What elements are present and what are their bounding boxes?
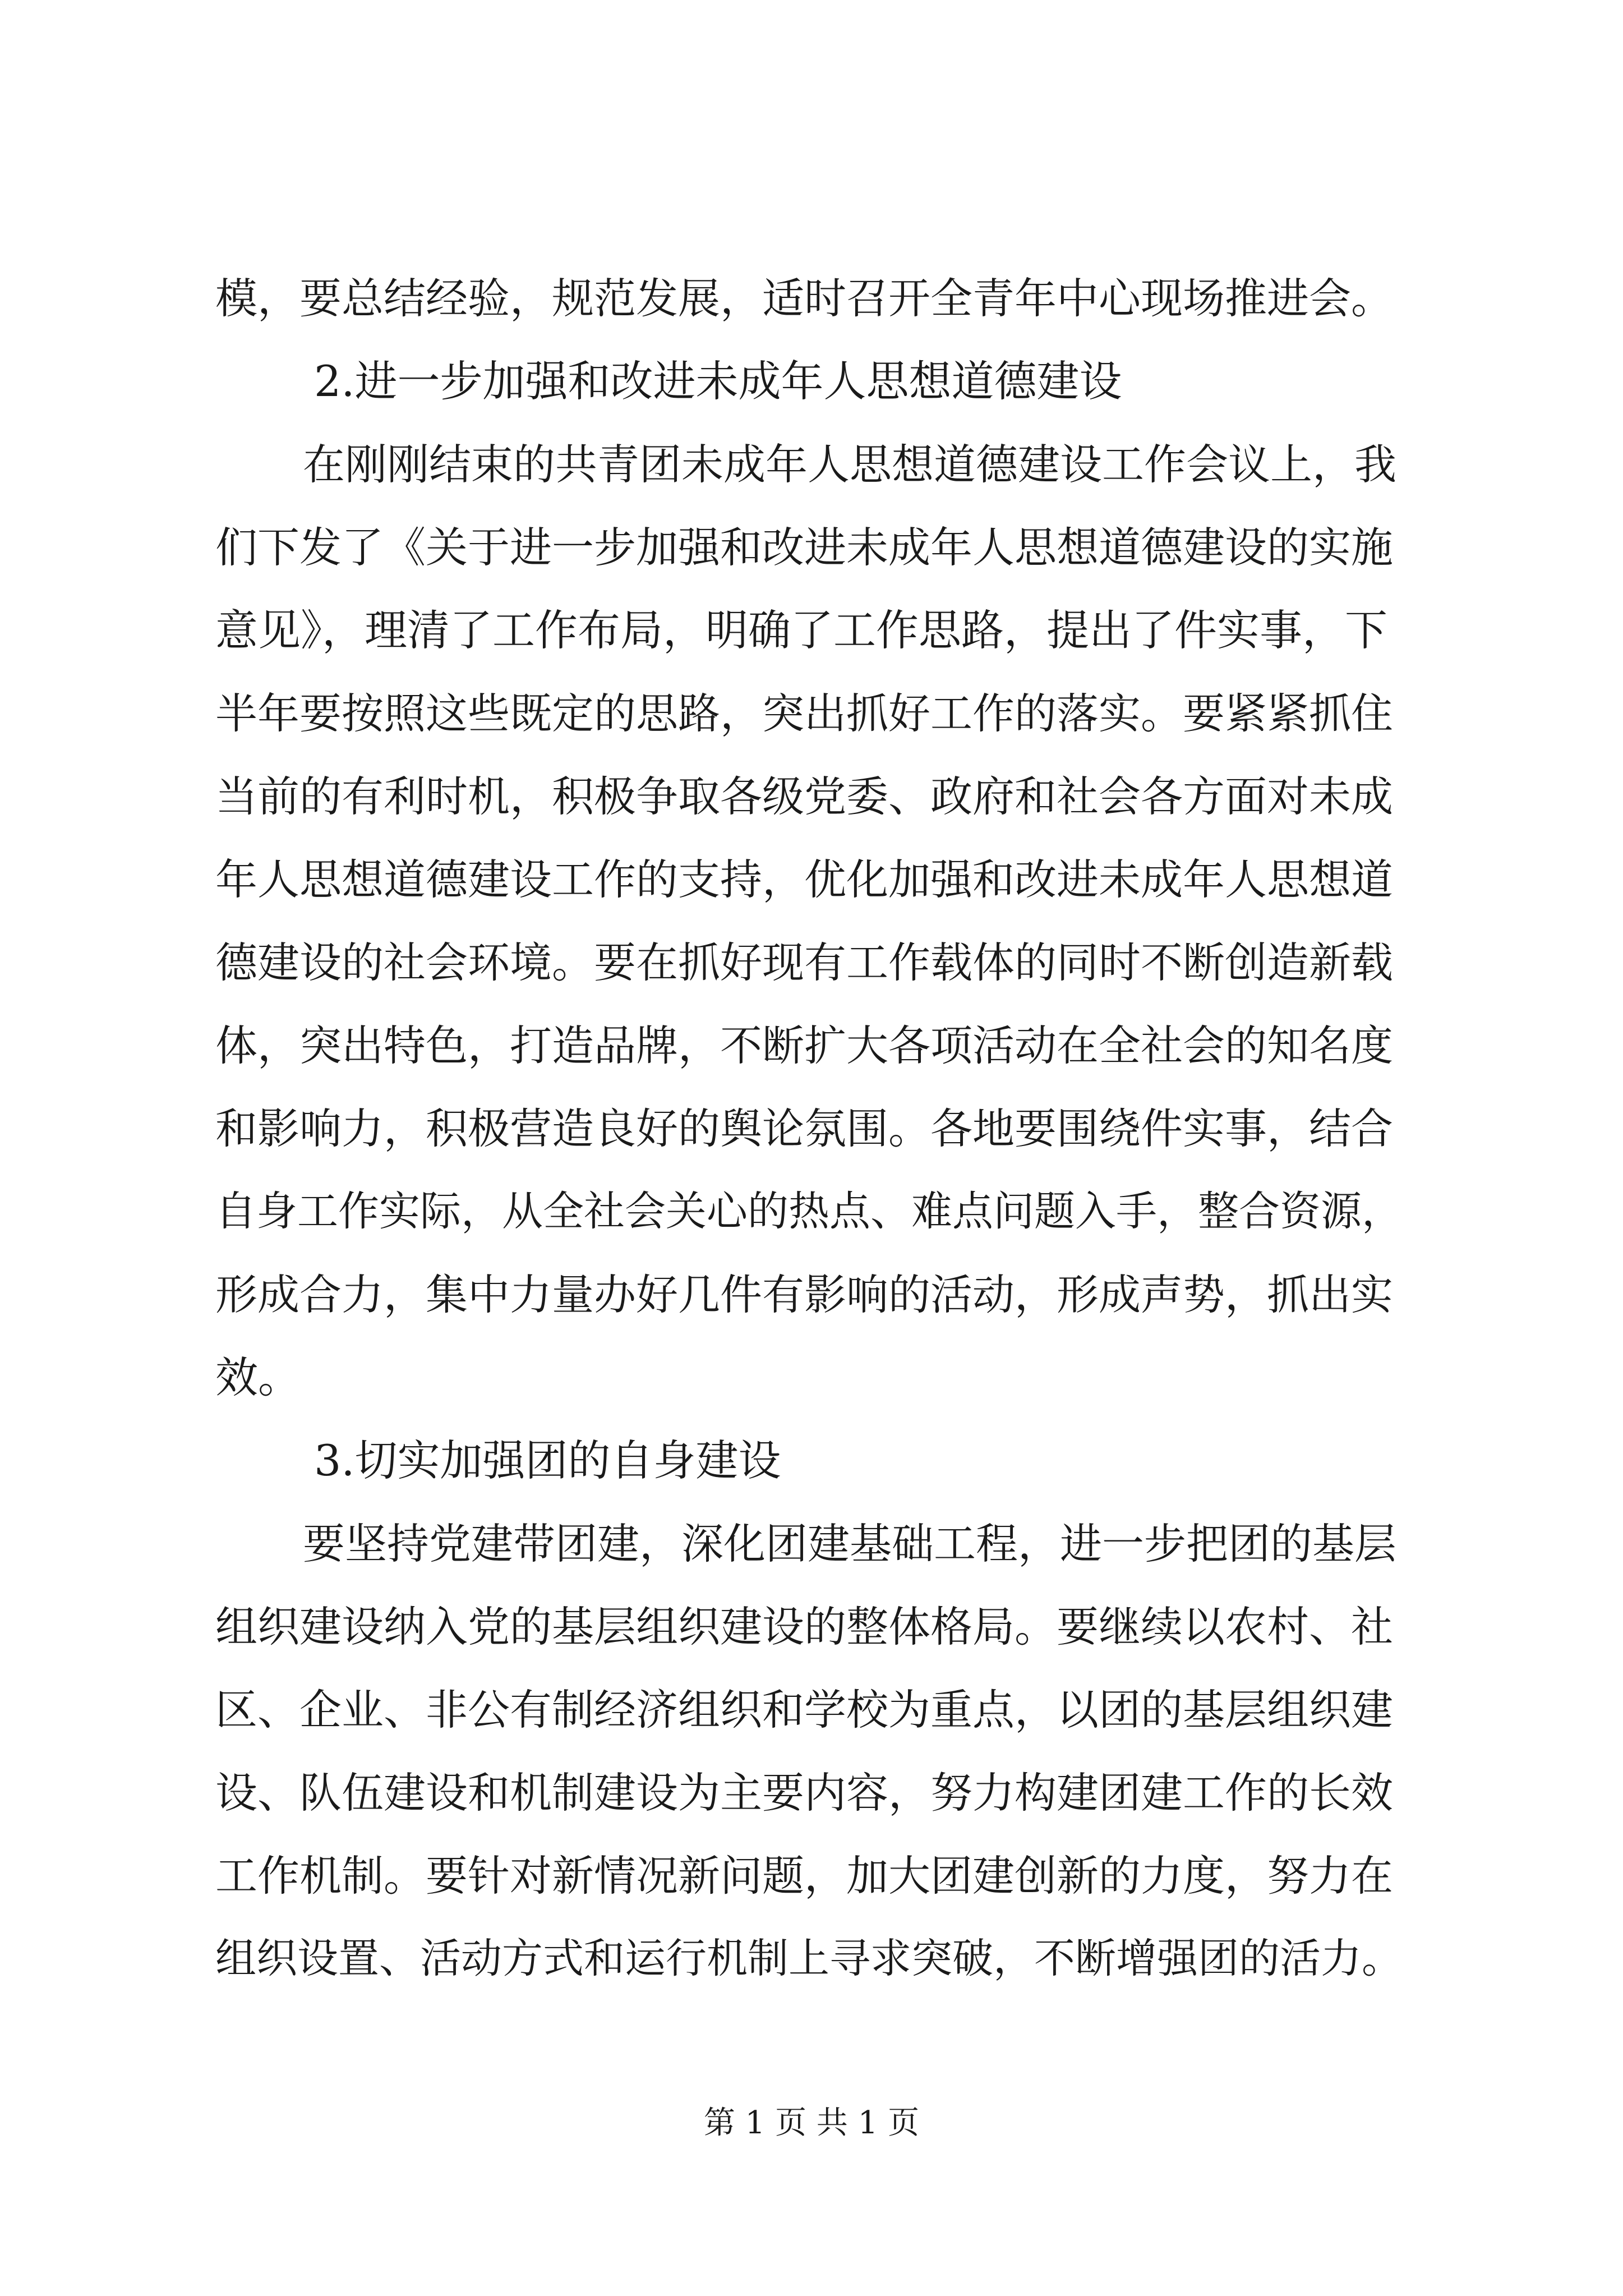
- body-text-line: 体，突出特色，打造品牌，不断扩大各项活动在全社会的知名度: [215, 1021, 1394, 1070]
- section-heading-3: 3.切实加强团的自身建设: [314, 1435, 781, 1485]
- body-text-line: 设、队伍建设和机制建设为主要内容，努力构建团建工作的长效: [215, 1768, 1394, 1818]
- body-text-line: 组织建设纳入党的基层组织建设的整体格局。要继续以农村、社: [215, 1602, 1394, 1651]
- section-heading-2: 2.进一步加强和改进未成年人思想道德建设: [314, 356, 1122, 406]
- body-text-line: 区、企业、非公有制经济组织和学校为重点，以团的基层组织建: [215, 1685, 1394, 1734]
- body-text-line: 效。: [215, 1352, 301, 1402]
- page-footer: 第 1 页 共 1 页: [703, 2105, 920, 2141]
- paragraph-first-line: 在刚刚结束的共青团未成年人思想道德建设工作会议上，我: [303, 440, 1397, 489]
- body-text-line: 工作机制。要针对新情况新问题，加大团建创新的力度，努力在: [215, 1851, 1394, 1901]
- body-text-line: 们下发了《关于进一步加强和改进未成年人思想道德建设的实施: [215, 523, 1394, 572]
- body-text-line: 年人思想道德建设工作的支持，优化加强和改进未成年人思想道: [215, 855, 1394, 904]
- paragraph-first-line: 要坚持党建带团建，深化团建基础工程，进一步把团的基层: [303, 1519, 1397, 1568]
- body-text-line: 和影响力，积极营造良好的舆论氛围。各地要围绕件实事，结合: [215, 1104, 1394, 1153]
- body-text-line: 当前的有利时机，积极争取各级党委、政府和社会各方面对未成: [215, 772, 1394, 821]
- body-text-line: 半年要按照这些既定的思路，突出抓好工作的落实。要紧紧抓住: [215, 689, 1394, 738]
- body-text-line: 组织设置、活动方式和运行机制上寻求突破，不断增强团的活力。: [215, 1935, 1403, 1982]
- body-text-line: 形成合力，集中力量办好几件有影响的活动，形成声势，抓出实: [215, 1270, 1394, 1319]
- body-text-line: 意见》，理清了工作布局，明确了工作思路，提出了件实事，下: [215, 605, 1387, 655]
- body-text-line: 自身工作实际，从全社会关心的热点、难点问题入手，整合资源，: [215, 1188, 1403, 1235]
- body-text-line: 模，要总结经验，规范发展，适时召开全青年中心现场推进会。: [215, 274, 1394, 323]
- body-text-line: 德建设的社会环境。要在抓好现有工作载体的同时不断创造新载: [215, 938, 1394, 987]
